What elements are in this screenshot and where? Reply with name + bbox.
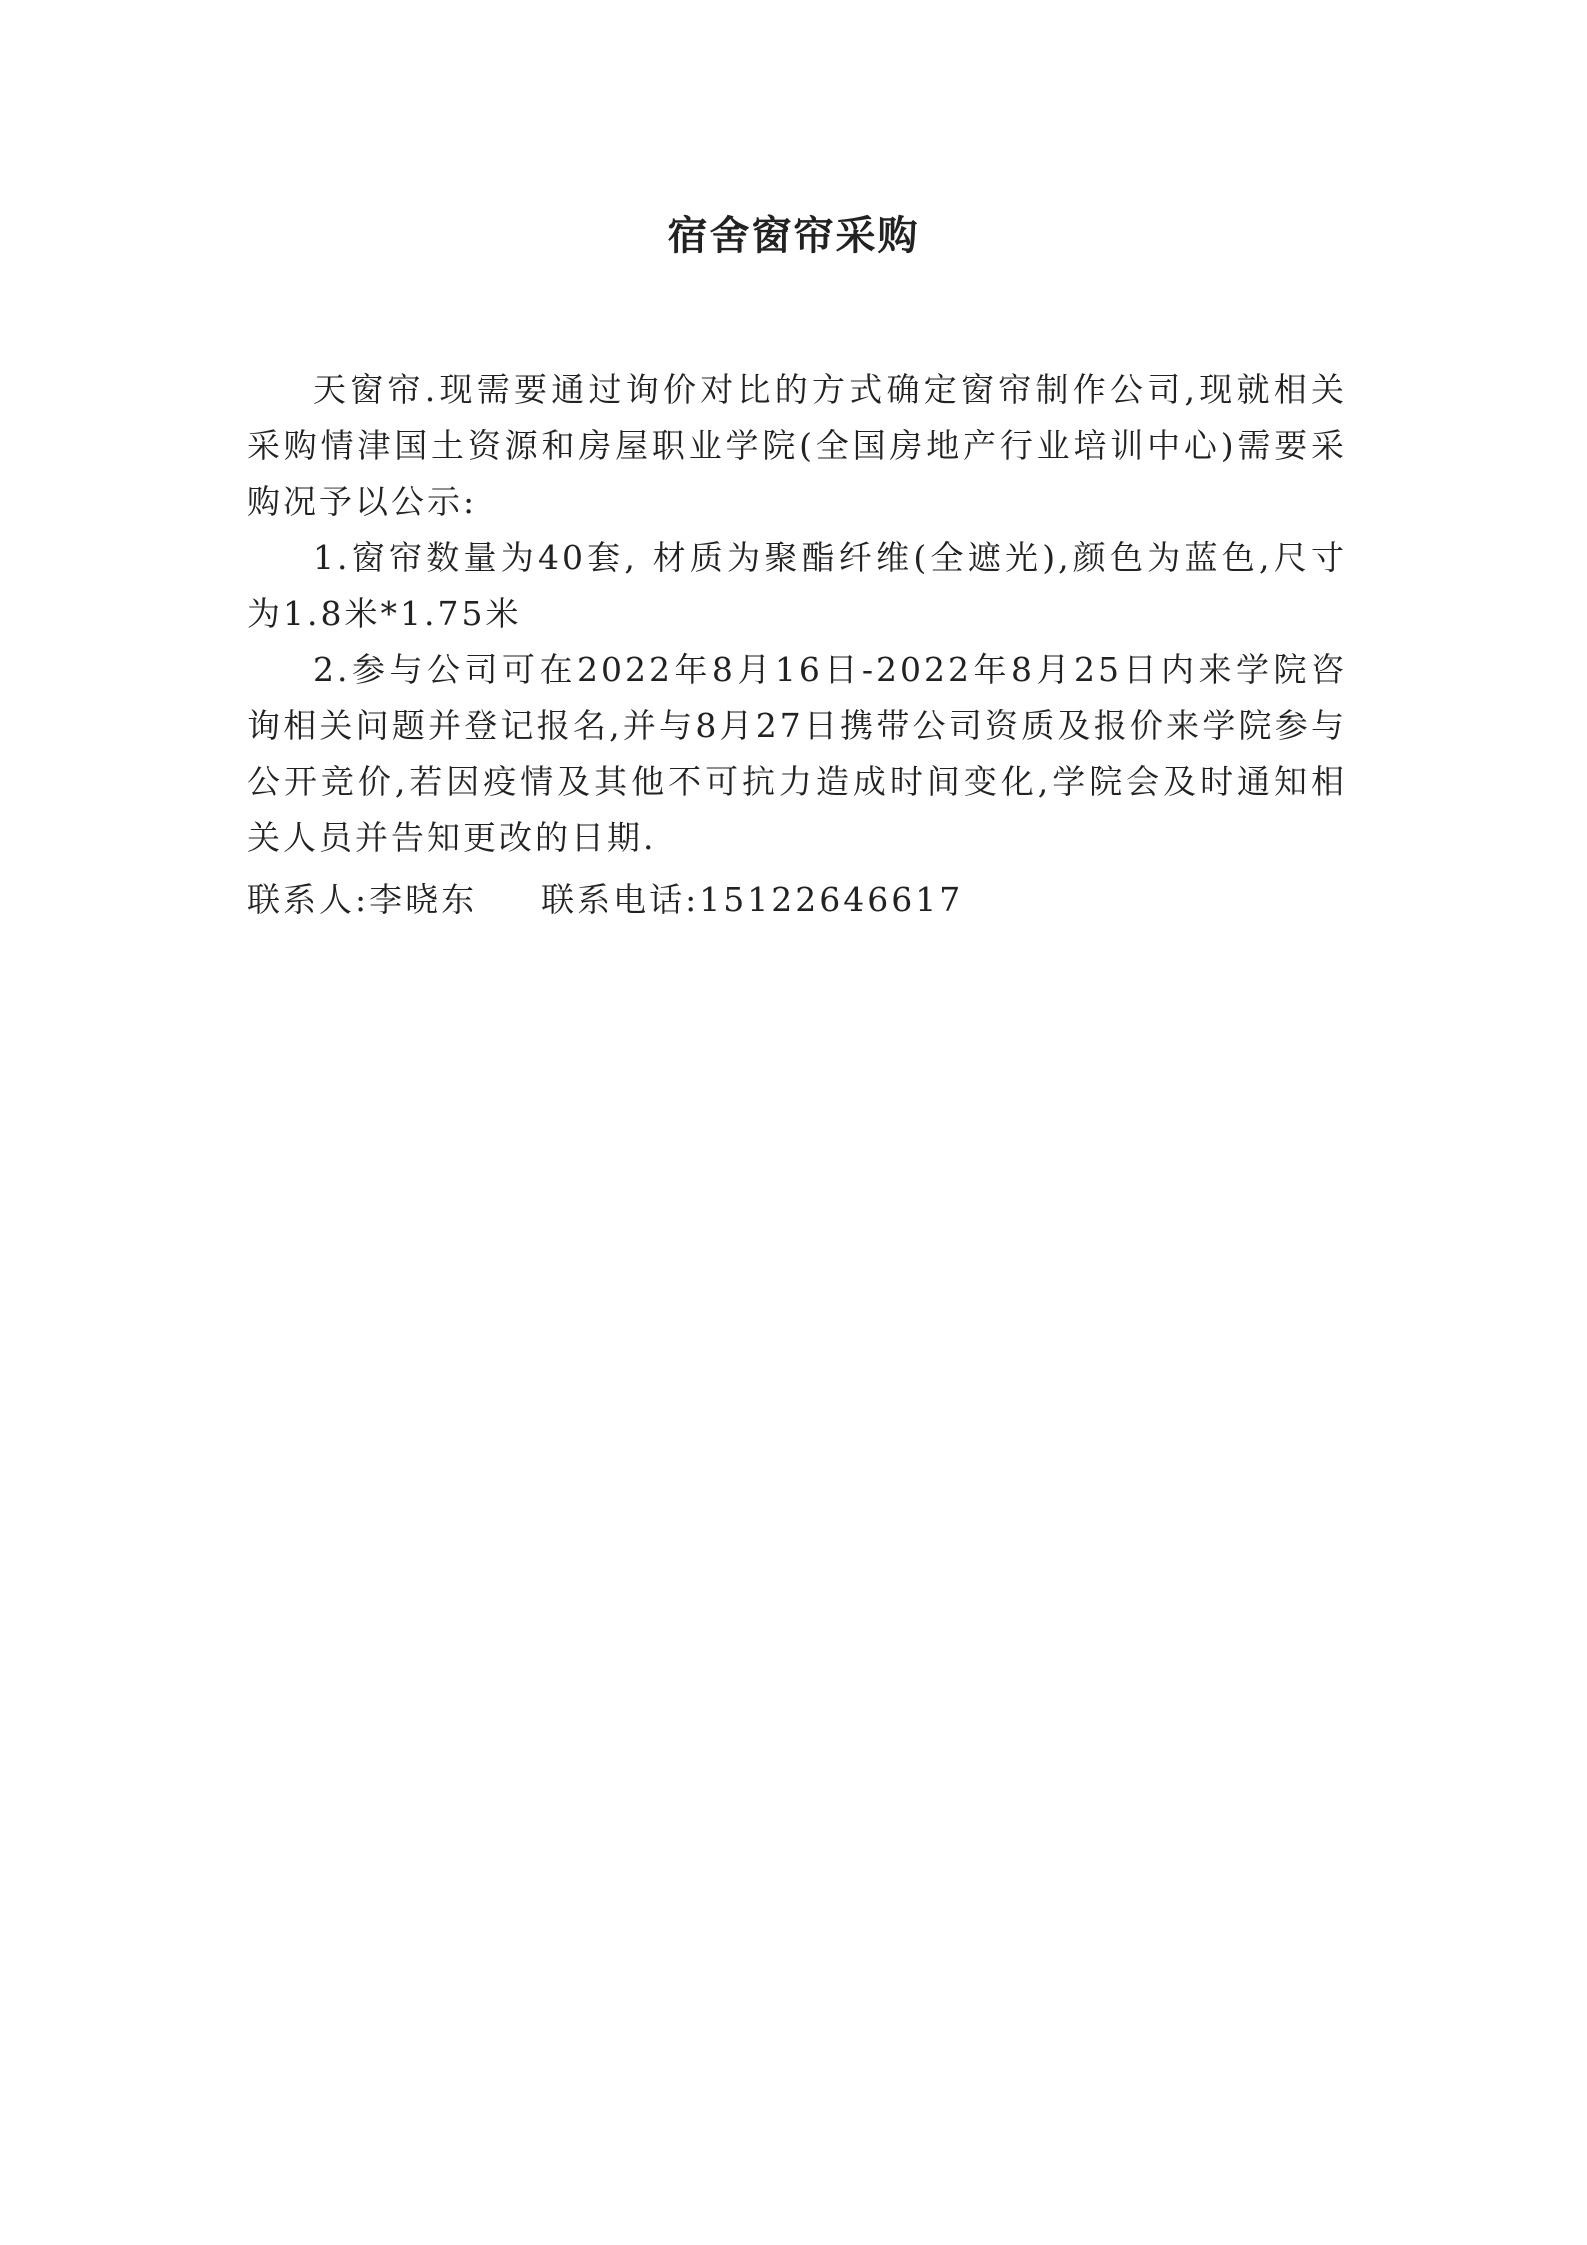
contact-phone: 联系电话:15122646617 <box>541 880 964 919</box>
contact-person: 联系人:李晓东 <box>247 880 478 919</box>
paragraph-intro: 天窗帘.现需要通过询价对比的方式确定窗帘制作公司,现就相关采购情津国土资源和房屋职业学院(全国房地产行业培训中心)需要采购况予以公示: <box>247 370 1347 521</box>
paragraph-item-1: 1.窗帘数量为40套, 材质为聚酯纤维(全遮光),颜色为蓝色,尺寸为1.8米*1.75米 <box>247 538 1347 633</box>
document-title: 宿舍窗帘采购 <box>667 212 920 259</box>
contact-line <box>247 872 1347 928</box>
paragraph-item-2: 2.参与公司可在2022年8月16日-2022年8月25日内来学院咨询相关问题并登记报名,并与8月27日携带公司资质及报价来学院参与公开竞价,若因疫情及其他不可抗力造成时间变化,学院会及时通知相关人员并告知更改的日期. <box>247 650 1347 857</box>
document-body <box>247 362 1347 928</box>
